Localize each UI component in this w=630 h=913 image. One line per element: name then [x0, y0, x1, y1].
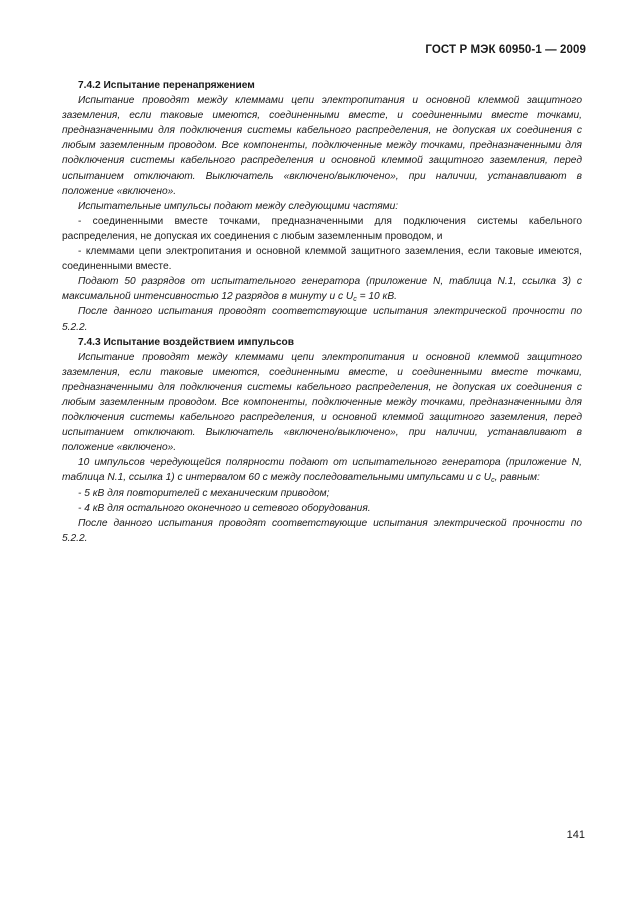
p5-text-a: Подают 50 разрядов от испытательного генератора (приложение N, таблица N.1, ссылка 3) с максимальной интенсивностью 12 разрядов в минуту и с U	[62, 276, 582, 303]
section-7-4-3-paragraph-1: Испытание проводят между клеммами цепи электропитания и основной клеммой защитного заземления, если таковые имеются, соединенными вместе, и соединенными вместе точками, предназначенными для подключения системы кабельного распределения, не допуская их соединения с любым заземленным проводом. Все компоненты, подключенные между точками, предназначенными для подключения системы кабельного распределения, и основной клеммой защитного заземления, перед испытанием отключают. Выключатель «включено/выключено», при наличии, устанавливают в положение «включено».	[62, 351, 582, 454]
section-7-4-3-heading: 7.4.3 Испытание воздействием импульсов	[78, 336, 295, 348]
document-header: ГОСТ Р МЭК 60950-1 — 2009	[425, 44, 586, 56]
section-7-4-3-paragraph-2	[62, 455, 582, 485]
section-7-4-2-paragraph-5	[62, 274, 582, 304]
section-7-4-2-list-item-1: - соединенными вместе точками, предназначенными для подключения системы кабельного распределения, не допуская их соединения с любым заземленным проводом, и	[62, 215, 582, 242]
p5-subscript: c	[353, 296, 357, 304]
p5-text-b: = 10 кВ.	[356, 291, 397, 303]
section-7-4-2-paragraph-1: Испытание проводят между клеммами цепи электропитания и основной клеммой защитного заземления, если таковые имеются, соединенными вместе, и соединенными вместе точками, предназначенными для подключения системы кабельного распределения, не допуская их соединения с любым заземленным проводом. Все компоненты, подключенные между точками, предназначенными для подключения системы кабельного распределения и основной клеммой защитного заземления, перед испытанием отключают. Выключатель «включено/выключено», при наличии, устанавливают в положение «включено».	[62, 95, 582, 197]
p2-text-b: , равным:	[494, 472, 540, 484]
document-body	[62, 78, 582, 546]
section-7-4-2-heading: 7.4.2 Испытание перенапряжением	[78, 80, 255, 91]
p2-subscript: c	[491, 477, 495, 485]
section-7-4-3-list-item-1: - 5 кВ для повторителей с механическим приводом;	[78, 487, 330, 499]
p2-text-a: 10 импульсов чередующейся полярности подают от испытательного генератора (приложение N, таблица N.1, ссылка 1) с интервалом 60 с между последовательными импульсами и с U	[62, 457, 582, 484]
section-7-4-3-paragraph-5: После данного испытания проводят соответствующие испытания электрической прочности по 5.2.2.	[62, 517, 582, 544]
page-number: 141	[566, 829, 585, 841]
section-7-4-2-list-item-2: - клеммами цепи электропитания и основной клеммой защитного заземления, если таковые имеются, соединенными вместе.	[62, 246, 582, 273]
section-7-4-2-paragraph-2: Испытательные импульсы подают между следующими частями:	[78, 200, 399, 212]
section-7-4-3-list-item-2: - 4 кВ для остального оконечного и сетевого оборудования.	[78, 502, 371, 514]
section-7-4-2-paragraph-6: После данного испытания проводят соответствующие испытания электрической прочности по 5.2.2.	[62, 306, 582, 333]
